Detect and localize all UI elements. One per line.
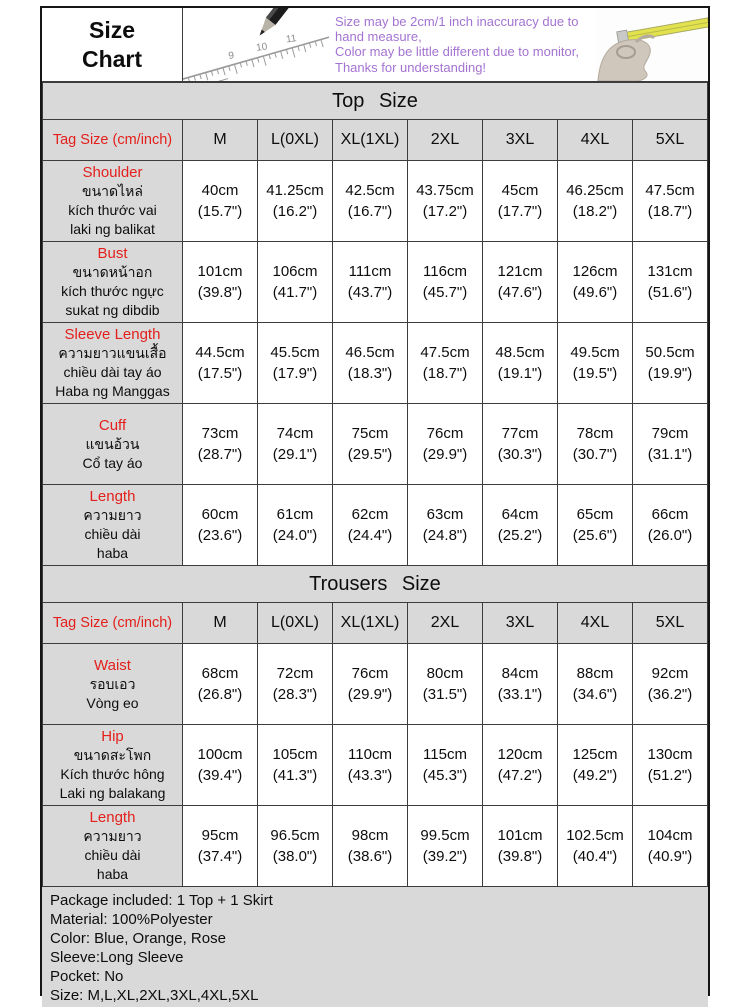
value-cm: 77cm — [501, 425, 539, 442]
value-cm: 74cm — [276, 425, 314, 442]
measurement-label-cell — [43, 644, 183, 725]
measurement-value-cell — [333, 644, 408, 725]
measurement-value-cell — [408, 323, 483, 404]
value-inch: (26.8") — [197, 686, 243, 703]
note-line-1: Size may be 2cm/1 inch inaccuracy due to hand measure, — [335, 14, 579, 45]
measurement-name: Cuff — [98, 416, 127, 434]
value-inch: (33.1") — [497, 686, 543, 703]
value-cm: 99.5cm — [420, 827, 470, 844]
value-cm: 72cm — [276, 665, 314, 682]
measurement-value-cell — [558, 806, 633, 887]
measurement-value-cell — [483, 644, 558, 725]
measurement-name: Sleeve Length — [64, 326, 161, 343]
measurement-value-cell — [633, 485, 708, 566]
value-cm: 84cm — [501, 665, 539, 682]
value-inch: (43.7") — [347, 284, 393, 301]
measurement-value-cell — [558, 725, 633, 806]
value-inch: (40.9") — [647, 848, 693, 865]
value-inch: (31.1") — [647, 446, 693, 463]
measurement-translation: kích thước vai — [68, 202, 157, 218]
size-column-header-5xl: 5XL — [633, 603, 708, 644]
value-inch: (47.2") — [497, 767, 543, 784]
measurement-value-cell — [408, 161, 483, 242]
product-info — [42, 887, 708, 1007]
measurement-value-cell — [183, 485, 258, 566]
measurement-value-cell — [258, 725, 333, 806]
measurement-value-cell — [558, 242, 633, 323]
value-inch: (19.1") — [497, 365, 543, 382]
value-inch: (29.9") — [422, 446, 468, 463]
measurement-translation: Kích thước hông — [60, 766, 165, 782]
chart-header — [42, 8, 708, 82]
ruler-number-9: 9 — [227, 50, 235, 63]
measurement-value-cell — [333, 242, 408, 323]
value-cm: 75cm — [351, 425, 389, 442]
value-inch: (25.2") — [497, 527, 543, 544]
chart-title-line2: Chart — [81, 45, 143, 72]
value-inch: (39.8") — [497, 848, 543, 865]
value-cm: 105cm — [272, 746, 318, 763]
value-inch: (49.2") — [572, 767, 618, 784]
measurement-value-cell — [333, 725, 408, 806]
value-cm: 73cm — [201, 425, 239, 442]
value-cm: 76cm — [426, 425, 464, 442]
measurement-translation: Vòng eo — [86, 694, 139, 711]
size-column-header-2xl: 2XL — [408, 603, 483, 644]
chart-header-art — [183, 8, 708, 81]
size-column-header-l0xl: L(0XL) — [258, 603, 333, 644]
measurement-value-cell — [333, 323, 408, 404]
value-inch: (51.2") — [647, 767, 693, 784]
value-cm: 68cm — [201, 665, 239, 682]
value-cm: 102.5cm — [566, 827, 624, 844]
tag-size-row-top — [43, 120, 708, 161]
value-cm: 61cm — [276, 506, 314, 523]
value-cm: 76cm — [351, 665, 389, 682]
value-inch: (31.5") — [422, 686, 468, 703]
measurement-value-cell — [483, 485, 558, 566]
value-cm: 48.5cm — [495, 344, 545, 361]
measurement-translation: haba — [96, 866, 129, 882]
value-inch: (39.4") — [197, 767, 243, 784]
value-inch: (17.5") — [197, 365, 243, 382]
value-inch: (39.8") — [197, 284, 243, 301]
measurement-value-cell — [183, 161, 258, 242]
value-inch: (16.2") — [272, 203, 318, 220]
value-cm: 79cm — [651, 425, 689, 442]
measurement-value-cell — [633, 323, 708, 404]
value-cm: 116cm — [423, 263, 467, 280]
measurement-translation: ขนาดสะโพก — [73, 747, 152, 763]
measurement-value-cell — [183, 404, 258, 485]
size-table — [42, 82, 708, 887]
value-cm: 125cm — [572, 746, 618, 763]
size-column-header-l0xl: L(0XL) — [258, 120, 333, 161]
measurement-translation: kích thước ngực — [61, 283, 164, 299]
measurement-translation: Cổ tay áo — [82, 454, 143, 471]
measurement-value-cell — [408, 806, 483, 887]
value-inch: (41.3") — [272, 767, 318, 784]
value-cm: 130cm — [647, 746, 693, 763]
measurement-value-cell — [258, 485, 333, 566]
measure-notes — [329, 8, 596, 81]
value-cm: 101cm — [497, 827, 543, 844]
measurement-label-cell — [43, 323, 183, 404]
measurement-translation: haba — [96, 545, 129, 561]
measurement-translation: ความยาว — [83, 828, 142, 844]
ruler-number-10: 10 — [255, 41, 269, 54]
measurement-value-cell — [258, 161, 333, 242]
measurement-value-cell — [558, 161, 633, 242]
measurement-label-cell — [43, 161, 183, 242]
value-cm: 44.5cm — [195, 344, 245, 361]
value-inch: (16.7") — [347, 203, 393, 220]
measurement-translation: laki ng balikat — [70, 221, 155, 237]
measurement-value-cell — [183, 323, 258, 404]
measurement-row — [43, 485, 708, 566]
value-cm: 40cm — [201, 182, 239, 199]
value-inch: (26.0") — [647, 527, 693, 544]
value-inch: (36.2") — [647, 686, 693, 703]
value-inch: (18.7") — [647, 203, 693, 220]
value-cm: 110cm — [348, 746, 392, 763]
measurement-row — [43, 242, 708, 323]
section-band-top — [43, 83, 708, 120]
value-inch: (40.4") — [572, 848, 618, 865]
value-inch: (15.7") — [197, 203, 243, 220]
value-inch: (18.3") — [347, 365, 393, 382]
value-cm: 49.5cm — [570, 344, 620, 361]
value-inch: (18.2") — [572, 203, 618, 220]
note-line-3: Thanks for understanding! — [335, 59, 487, 75]
measurement-value-cell — [258, 806, 333, 887]
measurement-value-cell — [633, 404, 708, 485]
measurement-value-cell — [558, 644, 633, 725]
measurement-value-cell — [633, 644, 708, 725]
product-info-line: Pocket: No — [50, 968, 124, 985]
value-cm: 60cm — [201, 506, 239, 523]
measurement-value-cell — [408, 404, 483, 485]
chart-title-line1: Size — [88, 16, 136, 43]
measurement-label-cell — [43, 725, 183, 806]
measurement-value-cell — [558, 485, 633, 566]
value-inch: (34.6") — [572, 686, 618, 703]
value-inch: (45.3") — [422, 767, 468, 784]
value-cm: 47.5cm — [420, 344, 470, 361]
ruler-number-11: 11 — [285, 33, 298, 46]
measurement-value-cell — [333, 806, 408, 887]
value-inch: (24.0") — [272, 527, 318, 544]
product-info-line: Color: Blue, Orange, Rose — [50, 930, 226, 947]
size-column-header-m: M — [183, 603, 258, 644]
value-cm: 46.5cm — [345, 344, 395, 361]
value-inch: (30.3") — [497, 446, 543, 463]
measurement-translation: Laki ng balakang — [59, 785, 166, 801]
measurement-value-cell — [483, 404, 558, 485]
measurement-name: Length — [89, 809, 136, 826]
size-column-header-3xl: 3XL — [483, 603, 558, 644]
measurement-translation: แขนอ้วน — [85, 435, 140, 452]
measurement-translation: ขนาดหน้าอก — [72, 264, 153, 280]
value-cm: 64cm — [501, 506, 539, 523]
value-inch: (25.6") — [572, 527, 618, 544]
measurement-row — [43, 725, 708, 806]
measurement-translation: รอบเอว — [89, 675, 136, 692]
value-inch: (17.9") — [272, 365, 318, 382]
measurement-translation: sukat ng dibdib — [65, 302, 160, 318]
value-cm: 47.5cm — [645, 182, 695, 199]
value-inch: (30.7") — [572, 446, 618, 463]
value-cm: 98cm — [351, 827, 389, 844]
measurement-value-cell — [258, 323, 333, 404]
measurement-label-cell — [43, 485, 183, 566]
measurement-value-cell — [183, 725, 258, 806]
value-inch: (19.5") — [572, 365, 618, 382]
value-inch: (39.2") — [422, 848, 468, 865]
value-inch: (41.7") — [272, 284, 318, 301]
value-inch: (29.5") — [347, 446, 393, 463]
measurement-row — [43, 161, 708, 242]
measurement-value-cell — [333, 404, 408, 485]
value-inch: (24.4") — [347, 527, 393, 544]
measurement-value-cell — [183, 806, 258, 887]
product-info-line: Size: M,L,XL,2XL,3XL,4XL,5XL — [50, 987, 259, 1004]
size-column-header-4xl: 4XL — [558, 120, 633, 161]
tag-size-row-trousers — [43, 603, 708, 644]
hand-tape-image — [596, 8, 708, 81]
value-inch: (29.1") — [272, 446, 318, 463]
value-cm: 96.5cm — [270, 827, 320, 844]
size-column-header-3xl: 3XL — [483, 120, 558, 161]
measurement-value-cell — [183, 242, 258, 323]
value-cm: 50.5cm — [645, 344, 695, 361]
value-inch: (28.3") — [272, 686, 318, 703]
value-inch: (45.7") — [422, 284, 468, 301]
measurement-value-cell — [258, 644, 333, 725]
size-column-header-xl1xl: XL(1XL) — [333, 120, 408, 161]
value-inch: (38.0") — [272, 848, 318, 865]
value-cm: 65cm — [576, 506, 614, 523]
value-cm: 120cm — [497, 746, 543, 763]
measurement-value-cell — [483, 161, 558, 242]
size-column-header-2xl: 2XL — [408, 120, 483, 161]
measurement-value-cell — [633, 725, 708, 806]
value-cm: 88cm — [576, 665, 614, 682]
value-cm: 100cm — [197, 746, 243, 763]
measurement-value-cell — [258, 242, 333, 323]
measurement-value-cell — [408, 725, 483, 806]
measurement-row — [43, 644, 708, 725]
value-inch: (24.8") — [422, 527, 468, 544]
product-info-line: Package included: 1 Top + 1 Skirt — [50, 892, 273, 909]
value-cm: 111cm — [348, 263, 392, 280]
value-inch: (28.7") — [197, 446, 243, 463]
tag-size-label: Tag Size (cm/inch) — [43, 603, 183, 644]
measurement-name: Bust — [97, 245, 128, 262]
measurement-translation: ขนาดไหล่ — [82, 183, 143, 199]
value-inch: (47.6") — [497, 284, 543, 301]
measurement-value-cell — [483, 242, 558, 323]
measurement-translation: chiều dài — [84, 526, 141, 542]
value-cm: 42.5cm — [345, 182, 395, 199]
section-band-trousers — [43, 566, 708, 603]
value-inch: (37.4") — [197, 848, 243, 865]
value-cm: 80cm — [426, 665, 464, 682]
chart-title — [42, 8, 183, 81]
measurement-name: Waist — [94, 656, 131, 674]
measurement-translation: ความยาวแขนเสื้อ — [58, 345, 167, 361]
value-cm: 106cm — [272, 263, 318, 280]
value-inch: (43.3") — [347, 767, 393, 784]
value-cm: 43.75cm — [416, 182, 474, 199]
value-cm: 45cm — [501, 182, 539, 199]
value-inch: (51.6") — [647, 284, 693, 301]
product-info-line: Material: 100%Polyester — [50, 911, 213, 928]
note-line-2: Color may be little different due to monitor, — [335, 44, 579, 60]
measurement-value-cell — [258, 404, 333, 485]
measurement-value-cell — [633, 161, 708, 242]
measurement-value-cell — [408, 242, 483, 323]
measurement-label-cell — [43, 404, 183, 485]
value-inch: (18.7") — [422, 365, 468, 382]
value-inch: (17.7") — [497, 203, 543, 220]
value-cm: 104cm — [647, 827, 693, 844]
value-cm: 92cm — [651, 665, 689, 682]
value-cm: 46.25cm — [566, 182, 624, 199]
value-cm: 95cm — [201, 827, 239, 844]
measurement-name: Shoulder — [82, 164, 143, 181]
measurement-value-cell — [633, 806, 708, 887]
measurement-value-cell — [483, 323, 558, 404]
measurement-label-cell — [43, 242, 183, 323]
measurement-row — [43, 323, 708, 404]
measurement-value-cell — [633, 242, 708, 323]
size-column-header-5xl: 5XL — [633, 120, 708, 161]
value-cm: 41.25cm — [266, 182, 324, 199]
measurement-translation: chiều dài — [84, 847, 141, 863]
measurement-value-cell — [558, 404, 633, 485]
value-cm: 63cm — [426, 506, 464, 523]
section-title-top: Top Size — [43, 83, 708, 120]
value-cm: 126cm — [572, 263, 618, 280]
value-cm: 115cm — [423, 746, 467, 763]
measurement-translation: Haba ng Manggas — [55, 383, 170, 399]
measurement-value-cell — [408, 485, 483, 566]
section-title-trousers: Trousers Size — [43, 566, 708, 603]
measurement-translation: ความยาว — [83, 507, 142, 523]
pencil-ruler-image — [183, 8, 329, 81]
measurement-value-cell — [333, 161, 408, 242]
product-info-line: Sleeve:Long Sleeve — [50, 949, 184, 966]
value-cm: 131cm — [647, 263, 693, 280]
measurement-name: Hip — [101, 728, 124, 745]
measurement-value-cell — [333, 485, 408, 566]
measurement-row — [43, 806, 708, 887]
tag-size-label: Tag Size (cm/inch) — [43, 120, 183, 161]
size-column-header-4xl: 4XL — [558, 603, 633, 644]
value-cm: 101cm — [197, 263, 243, 280]
measurement-translation: chiều dài tay áo — [63, 364, 162, 380]
value-inch: (19.9") — [647, 365, 693, 382]
size-column-header-xl1xl: XL(1XL) — [333, 603, 408, 644]
value-inch: (17.2") — [422, 203, 468, 220]
value-cm: 121cm — [497, 263, 543, 280]
value-cm: 45.5cm — [270, 344, 320, 361]
measurement-label-cell — [43, 806, 183, 887]
measurement-name: Length — [89, 488, 136, 505]
measurement-row — [43, 404, 708, 485]
measurement-value-cell — [483, 725, 558, 806]
value-cm: 78cm — [576, 425, 614, 442]
measurement-value-cell — [483, 806, 558, 887]
value-cm: 66cm — [651, 506, 689, 523]
value-inch: (29.9") — [347, 686, 393, 703]
value-inch: (38.6") — [347, 848, 393, 865]
value-cm: 62cm — [351, 506, 389, 523]
size-chart — [40, 6, 710, 1004]
size-column-header-m: M — [183, 120, 258, 161]
value-inch: (49.6") — [572, 284, 618, 301]
measurement-value-cell — [183, 644, 258, 725]
measurement-value-cell — [558, 323, 633, 404]
measurement-value-cell — [408, 644, 483, 725]
value-inch: (23.6") — [197, 527, 243, 544]
